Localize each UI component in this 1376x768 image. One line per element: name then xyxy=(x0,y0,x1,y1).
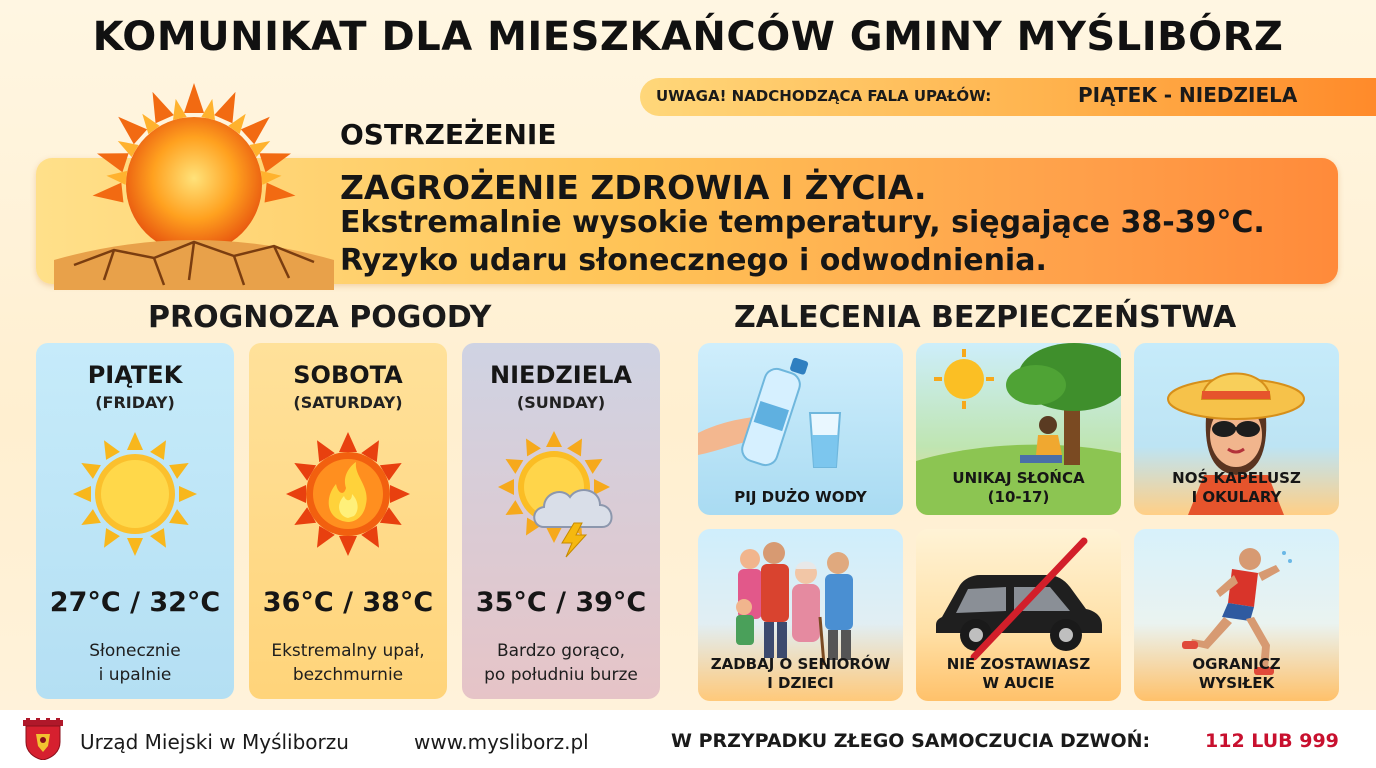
safety-tile-water xyxy=(698,343,903,515)
tile-label xyxy=(1134,655,1339,693)
day-name-english: (FRIDAY) xyxy=(95,393,175,412)
safety-tile-limit-exertion xyxy=(1134,529,1339,701)
warning-risk-text: Ryzyko udaru słonecznego i odwodnienia. xyxy=(340,243,1047,278)
warning-headline: ZAGROŻENIE ZDROWIA I ŻYCIA. xyxy=(340,168,927,207)
weather-description-line2: i upalnie xyxy=(98,665,172,685)
forecast-heading: PROGNOZA POGODY xyxy=(148,300,492,335)
weather-description xyxy=(36,639,234,687)
tile-label-line1: NIE ZOSTAWIASZ xyxy=(946,655,1091,673)
tile-label-line2: WYSIŁEK xyxy=(1198,674,1275,692)
tile-label-line1: OGRANICZ xyxy=(1192,655,1281,673)
sun-icon xyxy=(70,429,200,559)
weather-description xyxy=(462,639,660,687)
temperature-range: 36°C / 38°C xyxy=(262,587,434,618)
safety-tile-hat xyxy=(1134,343,1339,515)
weather-description-line1: Słonecznie xyxy=(89,641,181,661)
alert-banner-text: UWAGA! NADCHODZĄCA FALA UPAŁÓW: xyxy=(656,87,992,105)
weather-description-line2: bezchmurnie xyxy=(292,665,404,685)
tile-label xyxy=(916,655,1121,693)
weather-description xyxy=(249,639,447,687)
tile-label-line1: UNIKAJ SŁOŃCA xyxy=(952,469,1085,487)
weather-description-line2: po południu burze xyxy=(484,665,638,685)
forecast-card-friday xyxy=(36,343,234,699)
tile-label-line1: ZADBAJ O SENIORÓW xyxy=(710,655,891,673)
day-name: NIEDZIELA xyxy=(490,361,632,389)
safety-tile-no-car xyxy=(916,529,1121,701)
warning-label: OSTRZEŻENIE xyxy=(340,118,557,151)
day-name-english: (SUNDAY) xyxy=(516,393,606,412)
warning-temperature-text: Ekstremalnie wysokie temperatury, sięgające 38-39°C. xyxy=(340,205,1265,240)
weather-description-line1: Ekstremalny upał, xyxy=(271,641,425,661)
day-name: SOBOTA xyxy=(293,361,403,389)
tile-label xyxy=(698,488,903,507)
weather-description-line1: Bardzo gorąco, xyxy=(496,641,626,661)
forecast-card-saturday xyxy=(249,343,447,699)
temperature-range: 27°C / 32°C xyxy=(49,587,221,618)
tile-label xyxy=(698,655,903,693)
safety-tile-avoid-sun xyxy=(916,343,1121,515)
tile-label xyxy=(916,469,1121,507)
footer-organization: Urząd Miejski w Myśliborzu xyxy=(80,730,349,754)
tile-label-line1: NOŚ KAPELUSZ xyxy=(1172,469,1301,487)
footer-emergency-numbers: 112 LUB 999 xyxy=(1205,730,1339,752)
fire-sun-icon xyxy=(283,429,413,559)
tile-label xyxy=(1134,469,1339,507)
tile-label-line2: I OKULARY xyxy=(1191,488,1282,506)
day-name: PIĄTEK xyxy=(87,361,183,389)
footer-website-link[interactable]: www.mysliborz.pl xyxy=(414,730,589,754)
safety-heading: ZALECENIA BEZPIECZEŃSTWA xyxy=(734,300,1237,335)
safety-tile-seniors-children xyxy=(698,529,903,701)
day-name-english: (SATURDAY) xyxy=(293,393,403,412)
temperature-range: 35°C / 39°C xyxy=(475,587,647,618)
footer-emergency-text: W PRZYPADKU ZŁEGO SAMOCZUCIA DZWOŃ: xyxy=(671,730,1151,752)
sun-cracked-earth-icon xyxy=(44,80,344,290)
sun-cloud-storm-icon xyxy=(496,429,626,559)
page-title: KOMUNIKAT DLA MIESZKAŃCÓW GMINY MYŚLIBÓRZ xyxy=(92,14,1284,60)
alert-banner-dates: PIĄTEK - NIEDZIELA xyxy=(1078,83,1298,107)
tile-label-line2: I DZIECI xyxy=(767,674,834,692)
forecast-card-sunday xyxy=(462,343,660,699)
tile-label-line2: (10-17) xyxy=(987,488,1050,506)
tile-label-line2: W AUCIE xyxy=(982,674,1055,692)
coat-of-arms-icon xyxy=(20,718,66,760)
tile-label-line1: PIJ DUŻO WODY xyxy=(734,488,867,506)
